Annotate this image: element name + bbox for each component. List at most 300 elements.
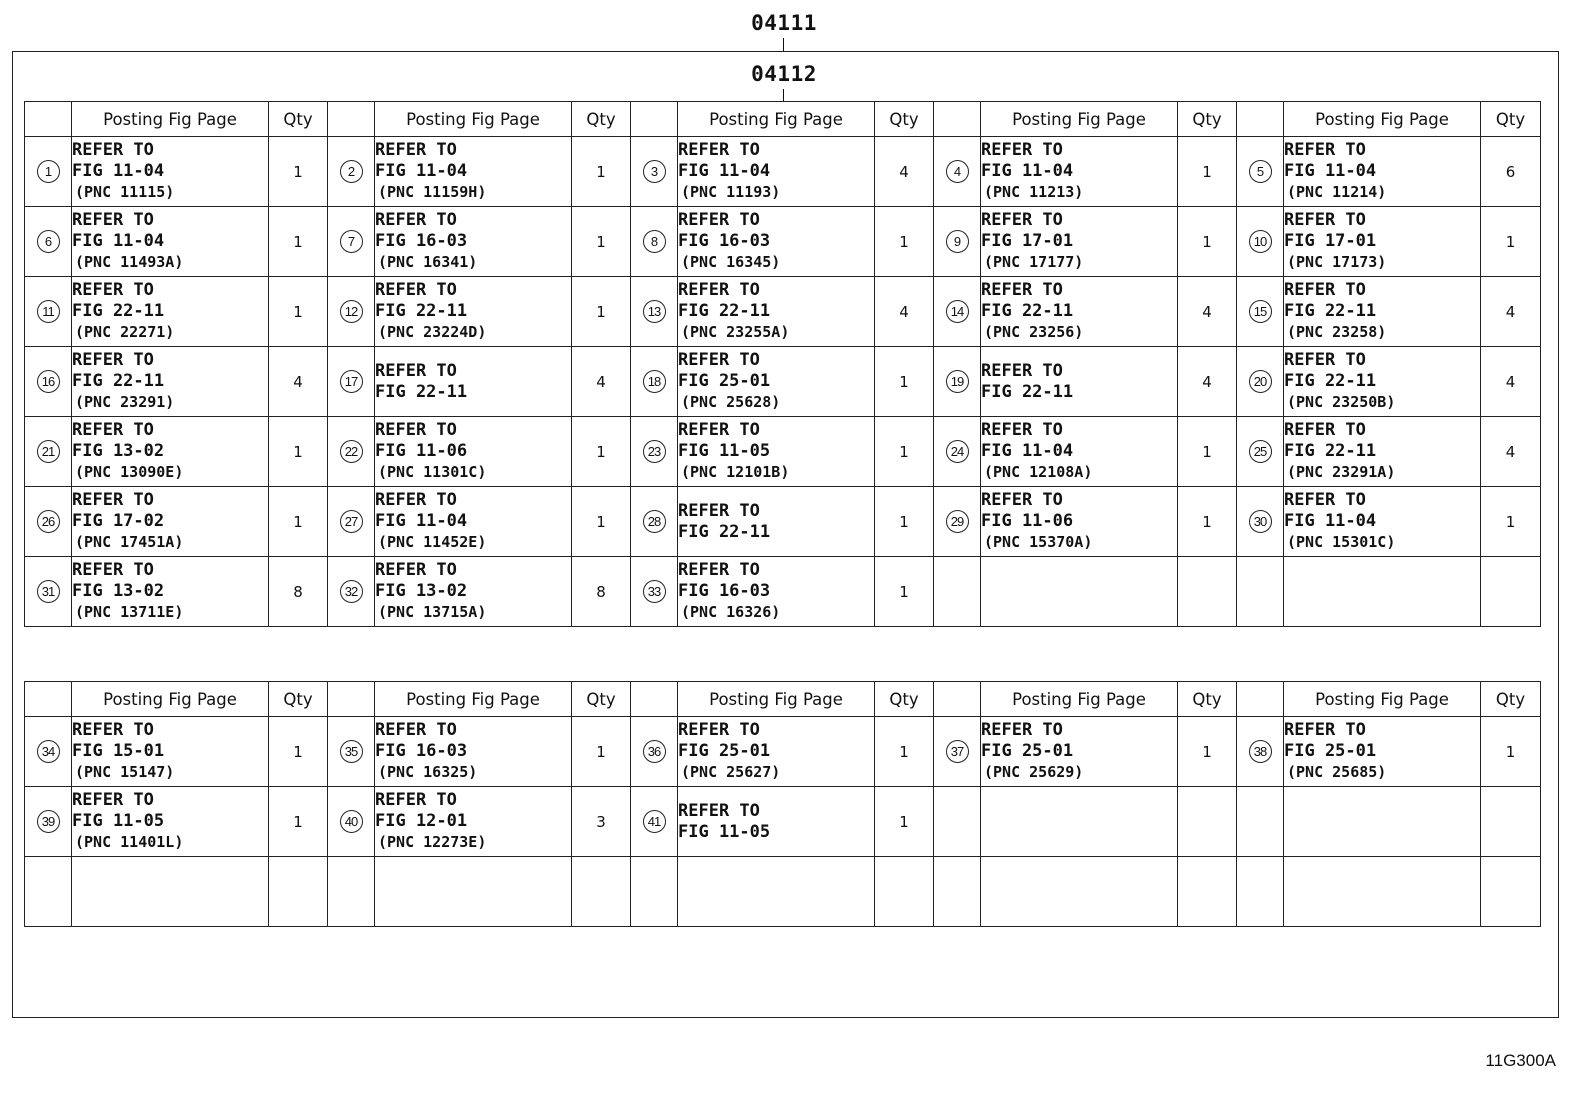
item-number-cell — [328, 857, 375, 927]
item-number-badge: 10 — [1249, 230, 1272, 253]
qty-cell: 4 — [572, 347, 631, 417]
table-row — [25, 137, 1541, 207]
header-qty: Qty — [572, 682, 631, 717]
item-number-cell — [1237, 277, 1284, 347]
posting-ref-cell — [72, 277, 269, 347]
qty-cell — [1481, 557, 1541, 627]
pnc-number: (PNC 23258) — [1287, 323, 1387, 341]
item-number-cell — [631, 207, 678, 277]
qty-cell: 1 — [572, 207, 631, 277]
item-number-cell — [328, 787, 375, 857]
header-qty: Qty — [875, 102, 934, 137]
ref-line: REFER TO — [981, 360, 1063, 381]
pnc-number: (PNC 23250B) — [1287, 393, 1396, 411]
item-number-cell — [934, 207, 981, 277]
item-number-cell — [934, 857, 981, 927]
item-number-badge: 40 — [340, 810, 363, 833]
ref-line: REFER TO — [678, 420, 760, 440]
pnc-number: (PNC 11493A) — [75, 253, 184, 271]
qty-cell — [269, 857, 328, 927]
qty-cell: 1 — [572, 137, 631, 207]
posting-ref-cell — [1284, 207, 1481, 277]
qty-cell: 1 — [1481, 717, 1541, 787]
ref-line: FIG 11-06 — [981, 511, 1074, 531]
ref-line: REFER TO — [72, 420, 154, 440]
header-row — [25, 682, 1541, 717]
item-number-cell — [1237, 207, 1284, 277]
pnc-number: (PNC 17451A) — [75, 533, 184, 551]
ref-line: FIG 17-02 — [72, 511, 165, 531]
ref-line: FIG 11-04 — [981, 441, 1074, 461]
ref-line: REFER TO — [981, 140, 1063, 160]
posting-ref-cell — [375, 207, 572, 277]
ref-line: FIG 22-11 — [981, 301, 1074, 321]
pnc-number: (PNC 12101B) — [681, 463, 790, 481]
item-number-badge: 13 — [643, 300, 666, 323]
table-row — [25, 487, 1541, 557]
pnc-number: (PNC 11115) — [75, 183, 175, 201]
item-number-badge: 12 — [340, 300, 363, 323]
pnc-number: (PNC 25627) — [681, 763, 781, 781]
ref-line: FIG 11-04 — [1284, 511, 1377, 531]
posting-ref-cell — [981, 417, 1178, 487]
posting-ref-cell — [72, 557, 269, 627]
qty-cell: 4 — [1481, 347, 1541, 417]
posting-ref-cell — [1284, 277, 1481, 347]
pnc-number: (PNC 13090E) — [75, 463, 184, 481]
ref-line: FIG 22-11 — [72, 371, 165, 391]
header-row — [25, 102, 1541, 137]
ref-line: FIG 11-05 — [678, 441, 771, 461]
header-posting-fig-page: Posting Fig Page — [1284, 102, 1481, 137]
item-number-badge: 41 — [643, 810, 666, 833]
qty-cell: 1 — [269, 487, 328, 557]
item-number-badge: 34 — [37, 740, 60, 763]
item-number-cell — [631, 137, 678, 207]
item-number-badge: 11 — [37, 300, 60, 323]
posting-ref-cell — [981, 717, 1178, 787]
item-number-badge: 15 — [1249, 300, 1272, 323]
ref-line: FIG 13-02 — [72, 441, 165, 461]
item-number-cell — [328, 347, 375, 417]
item-number-cell — [328, 717, 375, 787]
posting-ref-cell — [678, 347, 875, 417]
pnc-number: (PNC 12108A) — [984, 463, 1093, 481]
pnc-number: (PNC 12273E) — [378, 833, 487, 851]
ref-line: REFER TO — [981, 720, 1063, 740]
header-qty: Qty — [572, 102, 631, 137]
header-posting-fig-page: Posting Fig Page — [1284, 682, 1481, 717]
ref-line: FIG 22-11 — [1284, 441, 1377, 461]
item-number-cell — [1237, 347, 1284, 417]
posting-ref-cell — [72, 857, 269, 927]
pnc-number: (PNC 23291A) — [1287, 463, 1396, 481]
table-row — [25, 277, 1541, 347]
header-posting-fig-page: Posting Fig Page — [678, 682, 875, 717]
qty-cell: 4 — [1481, 277, 1541, 347]
qty-cell: 6 — [1481, 137, 1541, 207]
item-number-badge: 19 — [946, 370, 969, 393]
posting-ref-cell — [375, 277, 572, 347]
posting-ref-cell — [1284, 787, 1481, 857]
item-number-badge: 5 — [1249, 160, 1272, 183]
pnc-number: (PNC 22271) — [75, 323, 175, 341]
ref-line: FIG 22-11 — [375, 301, 468, 321]
item-number-badge: 7 — [340, 230, 363, 253]
assembly-number-04111: 04111 — [751, 11, 817, 35]
ref-line: FIG 22-11 — [981, 381, 1074, 402]
qty-cell: 1 — [269, 787, 328, 857]
posting-ref-cell — [981, 557, 1178, 627]
item-number-badge: 38 — [1249, 740, 1272, 763]
table-row — [25, 557, 1541, 627]
ref-line: FIG 16-03 — [678, 581, 771, 601]
header-qty: Qty — [269, 102, 328, 137]
table-row — [25, 417, 1541, 487]
item-number-cell — [328, 417, 375, 487]
table-row — [25, 717, 1541, 787]
pnc-number: (PNC 13715A) — [378, 603, 487, 621]
pnc-number: (PNC 15370A) — [984, 533, 1093, 551]
ref-line: REFER TO — [678, 140, 760, 160]
qty-cell: 1 — [1178, 487, 1237, 557]
ref-line: REFER TO — [375, 420, 457, 440]
ref-line: FIG 13-02 — [72, 581, 165, 601]
item-number-cell — [25, 717, 72, 787]
ref-line: REFER TO — [1284, 350, 1366, 370]
posting-ref-cell — [1284, 347, 1481, 417]
item-number-cell — [25, 277, 72, 347]
table-row — [25, 347, 1541, 417]
posting-ref-cell — [1284, 487, 1481, 557]
item-number-badge: 22 — [340, 440, 363, 463]
header-posting-fig-page: Posting Fig Page — [72, 682, 269, 717]
item-number-badge: 8 — [643, 230, 666, 253]
posting-ref-cell — [375, 787, 572, 857]
item-number-badge: 30 — [1249, 510, 1272, 533]
posting-ref-cell — [72, 487, 269, 557]
pnc-number: (PNC 23291) — [75, 393, 175, 411]
qty-cell — [1178, 857, 1237, 927]
qty-cell: 8 — [572, 557, 631, 627]
ref-line: FIG 22-11 — [678, 301, 771, 321]
pnc-number: (PNC 25628) — [681, 393, 781, 411]
ref-line: FIG 16-03 — [375, 741, 468, 761]
ref-line: FIG 17-01 — [981, 231, 1074, 251]
item-number-cell — [25, 207, 72, 277]
header-blank-cell — [934, 102, 981, 137]
posting-ref-cell — [981, 277, 1178, 347]
qty-cell — [572, 857, 631, 927]
posting-ref-cell — [375, 557, 572, 627]
posting-ref-cell — [72, 347, 269, 417]
posting-ref-cell — [981, 347, 1178, 417]
ref-line: FIG 22-11 — [1284, 371, 1377, 391]
posting-ref-cell — [981, 857, 1178, 927]
header-blank-cell — [934, 682, 981, 717]
pnc-number: (PNC 23256) — [984, 323, 1084, 341]
table-row — [25, 207, 1541, 277]
ref-line: FIG 22-11 — [678, 521, 771, 542]
qty-cell: 4 — [269, 347, 328, 417]
item-number-cell — [328, 557, 375, 627]
item-number-cell — [934, 417, 981, 487]
item-number-badge: 6 — [37, 230, 60, 253]
qty-cell: 1 — [875, 347, 934, 417]
ref-line: REFER TO — [375, 560, 457, 580]
header-blank-cell — [1237, 102, 1284, 137]
qty-cell: 1 — [572, 277, 631, 347]
header-posting-fig-page: Posting Fig Page — [375, 102, 572, 137]
posting-ref-cell — [678, 857, 875, 927]
ref-line: FIG 22-11 — [72, 301, 165, 321]
item-number-badge: 9 — [946, 230, 969, 253]
ref-line: FIG 25-01 — [981, 741, 1074, 761]
ref-line: REFER TO — [375, 720, 457, 740]
ref-line: REFER TO — [72, 210, 154, 230]
item-number-badge: 35 — [340, 740, 363, 763]
qty-cell: 1 — [269, 207, 328, 277]
pnc-number: (PNC 23255A) — [681, 323, 790, 341]
ref-line: REFER TO — [72, 790, 154, 810]
ref-line: REFER TO — [678, 800, 760, 821]
item-number-badge: 16 — [37, 370, 60, 393]
item-number-cell — [631, 717, 678, 787]
ref-line: REFER TO — [1284, 280, 1366, 300]
item-number-cell — [25, 487, 72, 557]
header-qty: Qty — [1178, 102, 1237, 137]
qty-cell: 1 — [1481, 207, 1541, 277]
ref-line: REFER TO — [72, 720, 154, 740]
ref-line: FIG 25-01 — [678, 371, 771, 391]
ref-line: FIG 13-02 — [375, 581, 468, 601]
ref-line: FIG 12-01 — [375, 811, 468, 831]
item-number-badge: 32 — [340, 580, 363, 603]
item-number-badge: 4 — [946, 160, 969, 183]
qty-cell: 1 — [875, 557, 934, 627]
posting-ref-cell — [678, 557, 875, 627]
ref-line: REFER TO — [375, 490, 457, 510]
qty-cell: 1 — [875, 717, 934, 787]
posting-ref-cell — [1284, 137, 1481, 207]
ref-line: REFER TO — [72, 490, 154, 510]
ref-line: REFER TO — [375, 140, 457, 160]
header-qty: Qty — [269, 682, 328, 717]
ref-line: FIG 11-04 — [678, 161, 771, 181]
item-number-cell — [631, 787, 678, 857]
ref-line: FIG 22-11 — [1284, 301, 1377, 321]
pnc-number: (PNC 16325) — [378, 763, 478, 781]
ref-line: FIG 11-04 — [375, 511, 468, 531]
item-number-cell — [1237, 137, 1284, 207]
item-number-cell — [1237, 857, 1284, 927]
ref-line: FIG 17-01 — [1284, 231, 1377, 251]
ref-line: FIG 11-04 — [1284, 161, 1377, 181]
ref-line: FIG 25-01 — [678, 741, 771, 761]
leader-line — [783, 38, 784, 51]
header-qty: Qty — [1481, 102, 1541, 137]
ref-line: REFER TO — [72, 280, 154, 300]
qty-cell: 1 — [269, 277, 328, 347]
item-number-badge: 18 — [643, 370, 666, 393]
qty-cell: 1 — [1481, 487, 1541, 557]
posting-ref-cell — [375, 717, 572, 787]
item-number-badge: 23 — [643, 440, 666, 463]
pnc-number: (PNC 11193) — [681, 183, 781, 201]
header-qty: Qty — [1178, 682, 1237, 717]
item-number-cell — [25, 417, 72, 487]
item-number-cell — [934, 137, 981, 207]
item-number-cell — [1237, 717, 1284, 787]
ref-line: FIG 11-05 — [678, 821, 771, 842]
item-number-cell — [1237, 487, 1284, 557]
ref-line: FIG 11-04 — [72, 161, 165, 181]
pnc-number: (PNC 16345) — [681, 253, 781, 271]
pnc-number: (PNC 11452E) — [378, 533, 487, 551]
qty-cell: 8 — [269, 557, 328, 627]
item-number-badge: 39 — [37, 810, 60, 833]
posting-ref-cell — [678, 207, 875, 277]
pnc-number: (PNC 11401L) — [75, 833, 184, 851]
qty-cell: 1 — [269, 717, 328, 787]
item-number-cell — [934, 277, 981, 347]
posting-ref-cell — [375, 137, 572, 207]
pnc-number: (PNC 17173) — [1287, 253, 1387, 271]
header-blank-cell — [25, 102, 72, 137]
qty-cell — [1481, 787, 1541, 857]
ref-line: FIG 11-04 — [72, 231, 165, 251]
posting-ref-cell — [72, 787, 269, 857]
posting-ref-cell — [678, 787, 875, 857]
item-number-cell — [631, 857, 678, 927]
item-number-cell — [25, 857, 72, 927]
ref-line: REFER TO — [72, 560, 154, 580]
item-number-cell — [328, 207, 375, 277]
posting-ref-cell — [1284, 417, 1481, 487]
ref-line: REFER TO — [678, 720, 760, 740]
qty-cell: 1 — [875, 487, 934, 557]
header-posting-fig-page: Posting Fig Page — [375, 682, 572, 717]
item-number-cell — [631, 277, 678, 347]
item-number-badge: 31 — [37, 580, 60, 603]
item-number-cell — [328, 137, 375, 207]
posting-ref-cell — [375, 347, 572, 417]
header-qty: Qty — [875, 682, 934, 717]
posting-ref-cell — [981, 137, 1178, 207]
header-posting-fig-page: Posting Fig Page — [981, 102, 1178, 137]
posting-ref-cell — [72, 207, 269, 277]
table-row — [25, 787, 1541, 857]
ref-line: REFER TO — [375, 790, 457, 810]
pnc-number: (PNC 13711E) — [75, 603, 184, 621]
ref-line: REFER TO — [678, 280, 760, 300]
posting-ref-cell — [678, 417, 875, 487]
parts-table-2 — [24, 681, 1541, 927]
item-number-cell — [25, 557, 72, 627]
posting-ref-cell — [72, 417, 269, 487]
ref-line: REFER TO — [678, 210, 760, 230]
pnc-number: (PNC 15147) — [75, 763, 175, 781]
header-blank-cell — [328, 682, 375, 717]
posting-ref-cell — [1284, 557, 1481, 627]
ref-line: REFER TO — [981, 210, 1063, 230]
qty-cell: 1 — [572, 717, 631, 787]
header-posting-fig-page: Posting Fig Page — [72, 102, 269, 137]
ref-line: REFER TO — [678, 500, 760, 521]
ref-line: FIG 11-05 — [72, 811, 165, 831]
item-number-cell — [25, 347, 72, 417]
qty-cell: 1 — [269, 417, 328, 487]
posting-ref-cell — [981, 487, 1178, 557]
item-number-badge: 29 — [946, 510, 969, 533]
qty-cell: 4 — [1178, 277, 1237, 347]
header-posting-fig-page: Posting Fig Page — [981, 682, 1178, 717]
item-number-badge: 37 — [946, 740, 969, 763]
ref-line: REFER TO — [375, 210, 457, 230]
item-number-cell — [934, 717, 981, 787]
header-blank-cell — [631, 682, 678, 717]
item-number-cell — [631, 347, 678, 417]
ref-line: REFER TO — [1284, 490, 1366, 510]
ref-line: REFER TO — [1284, 140, 1366, 160]
header-blank-cell — [25, 682, 72, 717]
item-number-badge: 20 — [1249, 370, 1272, 393]
leader-line — [783, 89, 784, 101]
posting-ref-cell — [678, 137, 875, 207]
ref-line: REFER TO — [72, 140, 154, 160]
ref-line: REFER TO — [678, 560, 760, 580]
table-row — [25, 857, 1541, 927]
ref-line: REFER TO — [1284, 420, 1366, 440]
pnc-number: (PNC 11159H) — [378, 183, 487, 201]
header-blank-cell — [631, 102, 678, 137]
qty-cell — [1481, 857, 1541, 927]
ref-line: FIG 11-06 — [375, 441, 468, 461]
ref-line: REFER TO — [375, 280, 457, 300]
qty-cell: 1 — [1178, 717, 1237, 787]
ref-line: FIG 25-01 — [1284, 741, 1377, 761]
item-number-cell — [1237, 787, 1284, 857]
ref-line: FIG 11-04 — [375, 161, 468, 181]
item-number-cell — [1237, 417, 1284, 487]
item-number-cell — [631, 487, 678, 557]
item-number-cell — [934, 787, 981, 857]
item-number-cell — [631, 417, 678, 487]
qty-cell — [1178, 557, 1237, 627]
item-number-cell — [934, 557, 981, 627]
item-number-badge: 21 — [37, 440, 60, 463]
posting-ref-cell — [72, 717, 269, 787]
posting-ref-cell — [678, 487, 875, 557]
item-number-badge: 1 — [37, 160, 60, 183]
item-number-badge: 14 — [946, 300, 969, 323]
pnc-number: (PNC 11301C) — [378, 463, 487, 481]
ref-line: REFER TO — [375, 360, 457, 381]
header-qty: Qty — [1481, 682, 1541, 717]
item-number-badge: 3 — [643, 160, 666, 183]
header-blank-cell — [328, 102, 375, 137]
item-number-badge: 27 — [340, 510, 363, 533]
item-number-cell — [328, 277, 375, 347]
qty-cell: 4 — [875, 277, 934, 347]
item-number-cell — [328, 487, 375, 557]
item-number-badge: 26 — [37, 510, 60, 533]
qty-cell — [875, 857, 934, 927]
item-number-badge: 25 — [1249, 440, 1272, 463]
qty-cell — [1178, 787, 1237, 857]
qty-cell: 3 — [572, 787, 631, 857]
ref-line: FIG 11-04 — [981, 161, 1074, 181]
